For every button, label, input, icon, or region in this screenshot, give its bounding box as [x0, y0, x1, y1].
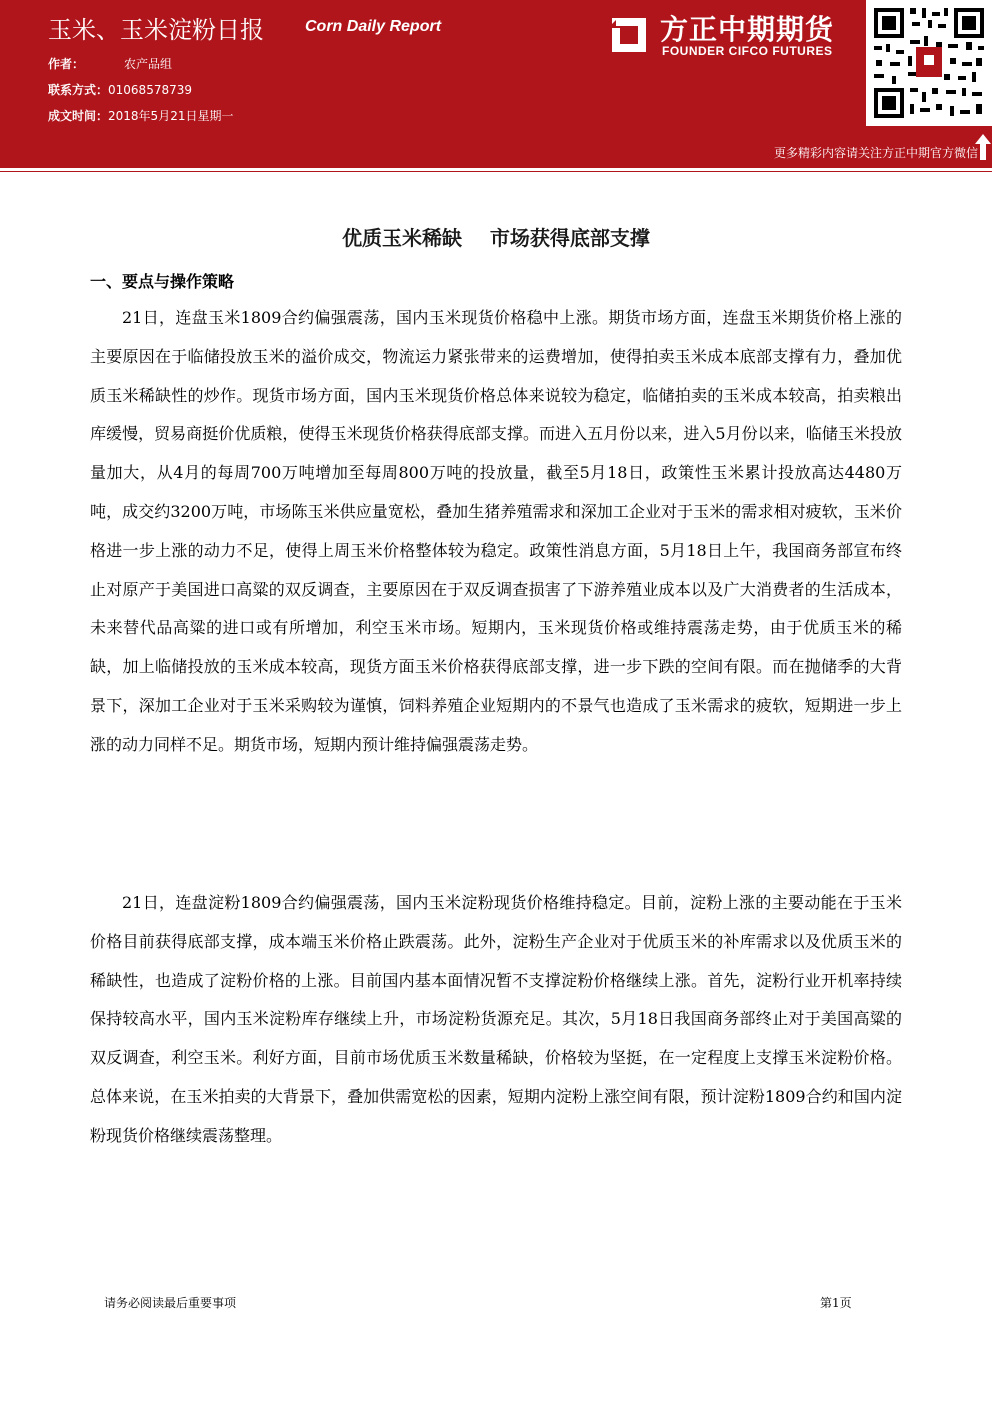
footer-notice: 请务必阅读最后重要事项	[104, 1296, 237, 1310]
paragraph: 21日，连盘玉米1809合约偏强震荡，国内玉米现货价格稳中上涨。期货市场方面，连盘玉米期货价格上涨的主要原因在于临储投放玉米的溢价成交，物流运力紧张带来的运费增加，使得拍卖玉米成本底部支撑有力，叠加优质玉米稀缺性的炒作。现货市场方面，国内玉米现货价格总体来说较为稳定，临储拍卖的玉米成本较高，拍卖粮出库缓慢，贸易商挺价优质粮，使得玉米现货价格获得底部支撑。而进入五月份以来，进入5月份以来，临储玉米投放量加大，从4月的每周700万吨增加至每周800万吨的投放量，截至5月18日，政策性玉米累计投放高达4480万吨，成交约3200万吨，市场陈玉米供应量宽松，叠加生猪养殖需求和深加工企业对于玉米的需求相对疲软，玉米价格进一步上涨的动力不足，使得上周玉米价格整体较为稳定。政策性消息方面，5月18日上午，我国商务部宣布终止对原产于美国进口高粱的双反调查，主要原因在于双反调查损害了下游养殖业成本以及广大消费者的生活成本，未来替代品高粱的进口或有所增加，利空玉米市场。短期内，玉米现货价格或维持震荡走势，由于优质玉米的稀缺，加上临储投放的玉米成本较高，现货方面玉米价格获得底部支撑，进一步下跌的空间有限。而在抛储季的大背景下，深加工企业对于玉米采购较为谨慎，饲料养殖企业短期内的不景气也造成了玉米需求的疲软，短期进一步上涨的动力同样不足。期货市场，短期内预计维持偏强震荡走势。	[90, 308, 902, 754]
company-logo-icon	[608, 14, 650, 56]
follow-wechat-text: 更多精彩内容请关注方正中期官方微信	[773, 146, 978, 160]
header-divider-thin	[0, 171, 992, 172]
meta-date-value: 2018年5月21日星期一	[108, 109, 234, 123]
meta-author-label: 作者：	[48, 57, 85, 71]
paragraph: 21日，连盘淀粉1809合约偏强震荡，国内玉米淀粉现货价格维持稳定。目前，淀粉上涨的主要动能在于玉米价格目前获得底部支撑，成本端玉米价格止跌震荡。此外，淀粉生产企业对于优质玉米的补库需求以及优质玉米的稀缺性，也造成了淀粉价格的上涨。目前国内基本面情况暂不支撑淀粉价格继续上涨。首先，淀粉行业开机率持续保持较高水平，国内玉米淀粉库存继续上升，市场淀粉货源充足。其次，5月18日我国商务部终止对于美国高粱的双反调查，利空玉米。利好方面，目前市场优质玉米数量稀缺，价格较为坚挺，在一定程度上支撑玉米淀粉价格。总体来说，在玉米拍卖的大背景下，叠加供需宽松的因素，短期内淀粉上涨空间有限，预计淀粉1809合约和国内淀粉现货价格继续震荡整理。	[90, 893, 902, 1145]
arrow-up-icon	[975, 134, 991, 160]
meta-contact	[48, 81, 192, 98]
company-logo-text: 方正中期期货	[660, 13, 835, 46]
meta-author	[48, 55, 172, 72]
page-number: 第1页	[820, 1296, 852, 1310]
meta-contact-label: 联系方式：	[48, 83, 109, 97]
meta-author-value: 农产品组	[124, 57, 173, 71]
document-title: 优质玉米稀缺 市场获得底部支撑	[342, 226, 650, 250]
section-title: 一、要点与操作策略	[90, 272, 235, 291]
meta-contact-value: 01068578739	[108, 83, 192, 97]
qr-code-icon[interactable]	[866, 0, 992, 126]
report-title: 玉米、玉米淀粉日报	[48, 16, 264, 44]
report-title-en: Corn Daily Report	[305, 18, 442, 35]
header-divider	[0, 165, 992, 168]
meta-date	[48, 107, 233, 124]
company-logo-text-en: FOUNDER CIFCO FUTURES	[662, 44, 833, 58]
meta-date-label: 成文时间：	[48, 109, 109, 123]
